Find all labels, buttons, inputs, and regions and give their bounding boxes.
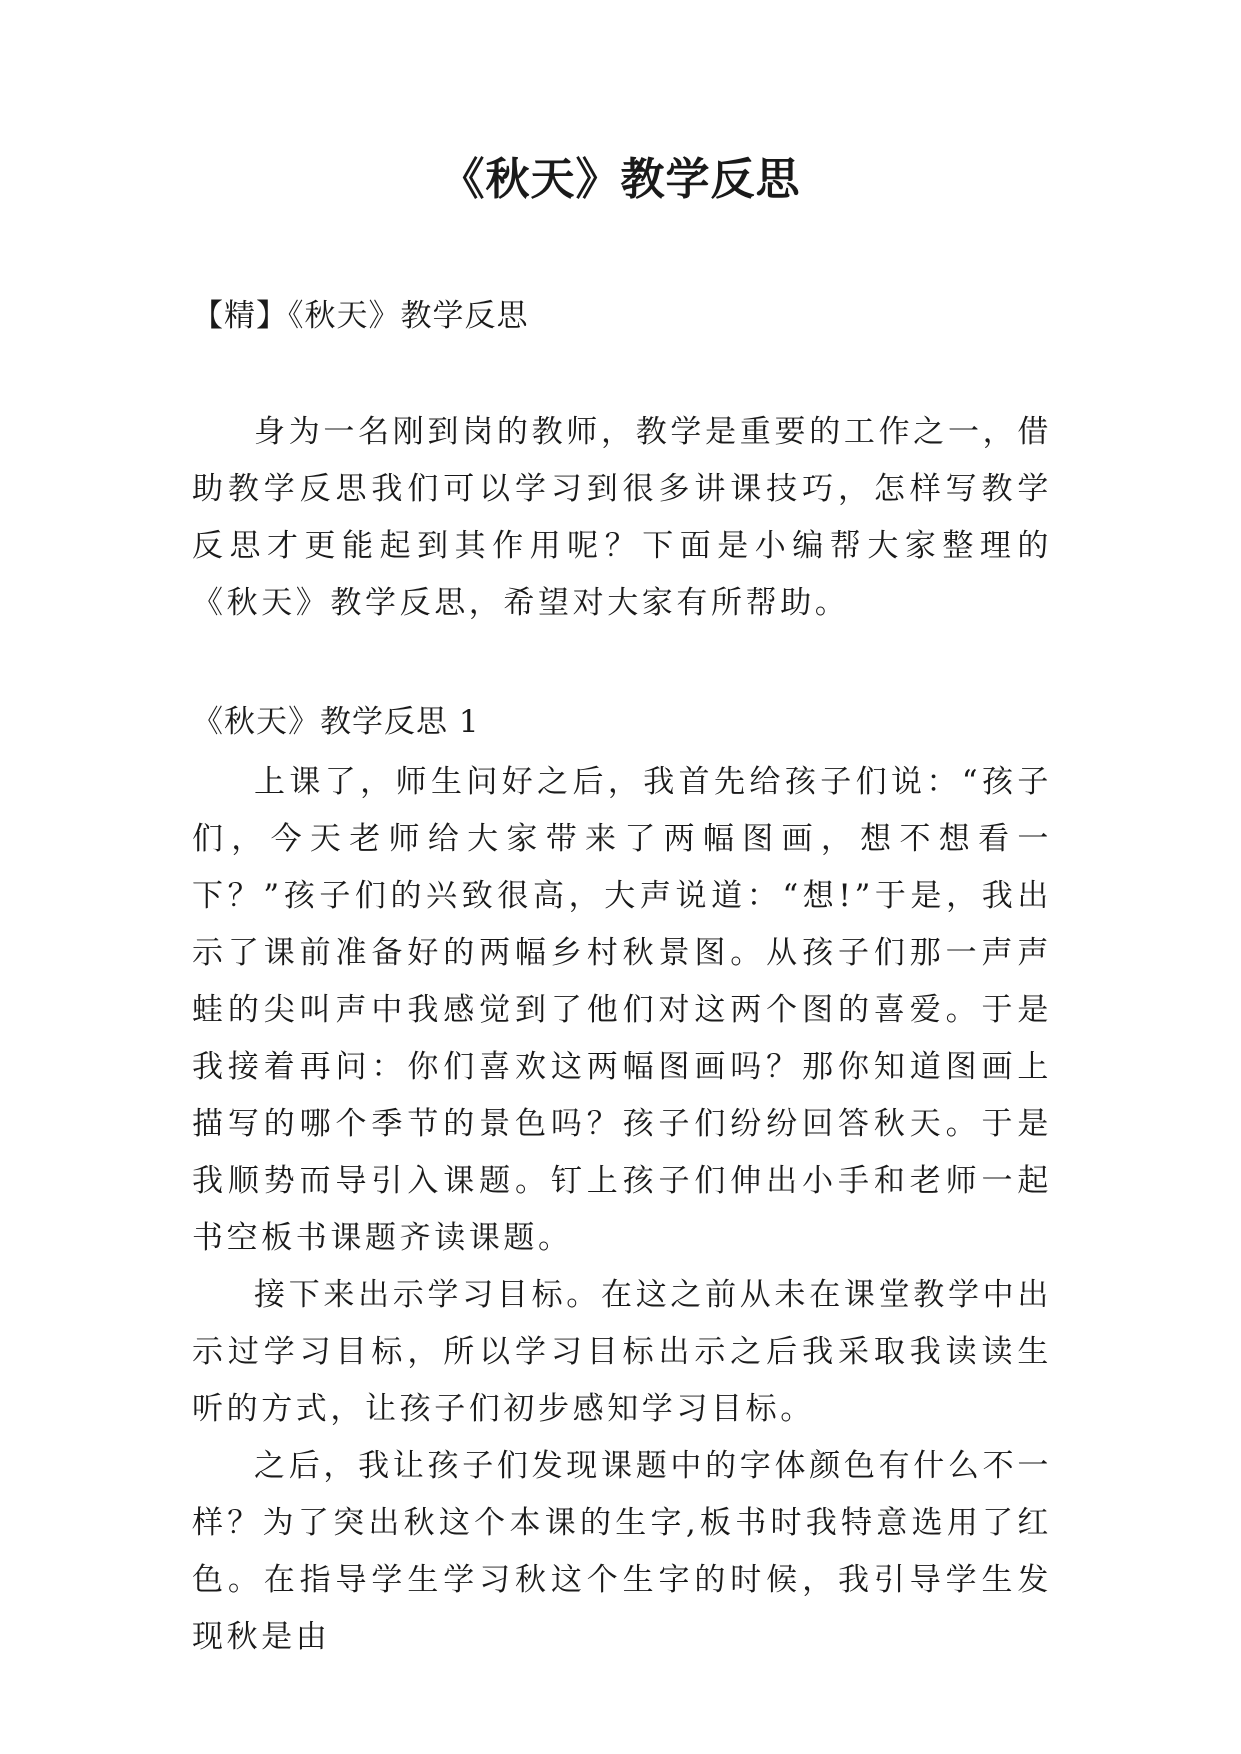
body-paragraph-2: 接下来出示学习目标。在这之前从未在课堂教学中出示过学习目标，所以学习目标出示之后我采取我读读生听的方式，让孩子们初步感知学习目标。 — [192, 1277, 1052, 1427]
section-body — [192, 754, 1052, 1666]
document-subtitle: 【精】《秋天》教学反思 — [192, 298, 529, 334]
intro-paragraph: 身为一名刚到岗的教师，教学是重要的工作之一，借助教学反思我们可以学习到很多讲课技巧，怎样写教学反思才更能起到其作用呢？下面是小编帮大家整理的《秋天》教学反思，希望对大家有所帮助。 — [192, 414, 1052, 621]
body-paragraph-1: 上课了，师生问好之后，我首先给孩子们说：“孩子们，今天老师给大家带来了两幅图画，想不想看一下？”孩子们的兴致很高，大声说道：“想!”于是，我出示了课前准备好的两幅乡村秋景图。从孩子们那一声声蛙的尖叫声中我感觉到了他们对这两个图的喜爱。于是我接着再问：你们喜欢这两幅图画吗？那你知道图画上描写的哪个季节的景色吗？孩子们纷纷回答秋天。于是我顺势而导引入课题。钉上孩子们伸出小手和老师一起书空板书课题齐读课题。 — [192, 764, 1052, 1256]
document-title: 《秋天》教学反思 — [440, 154, 801, 205]
body-paragraph-3: 之后，我让孩子们发现课题中的字体颜色有什么不一样？为了突出秋这个本课的生字,板书时我特意选用了红色。在指导学生学习秋这个生字的时候，我引导学生发现秋是由 — [192, 1448, 1052, 1655]
intro-block — [192, 404, 1052, 632]
section-heading: 《秋天》教学反思 1 — [192, 704, 480, 740]
